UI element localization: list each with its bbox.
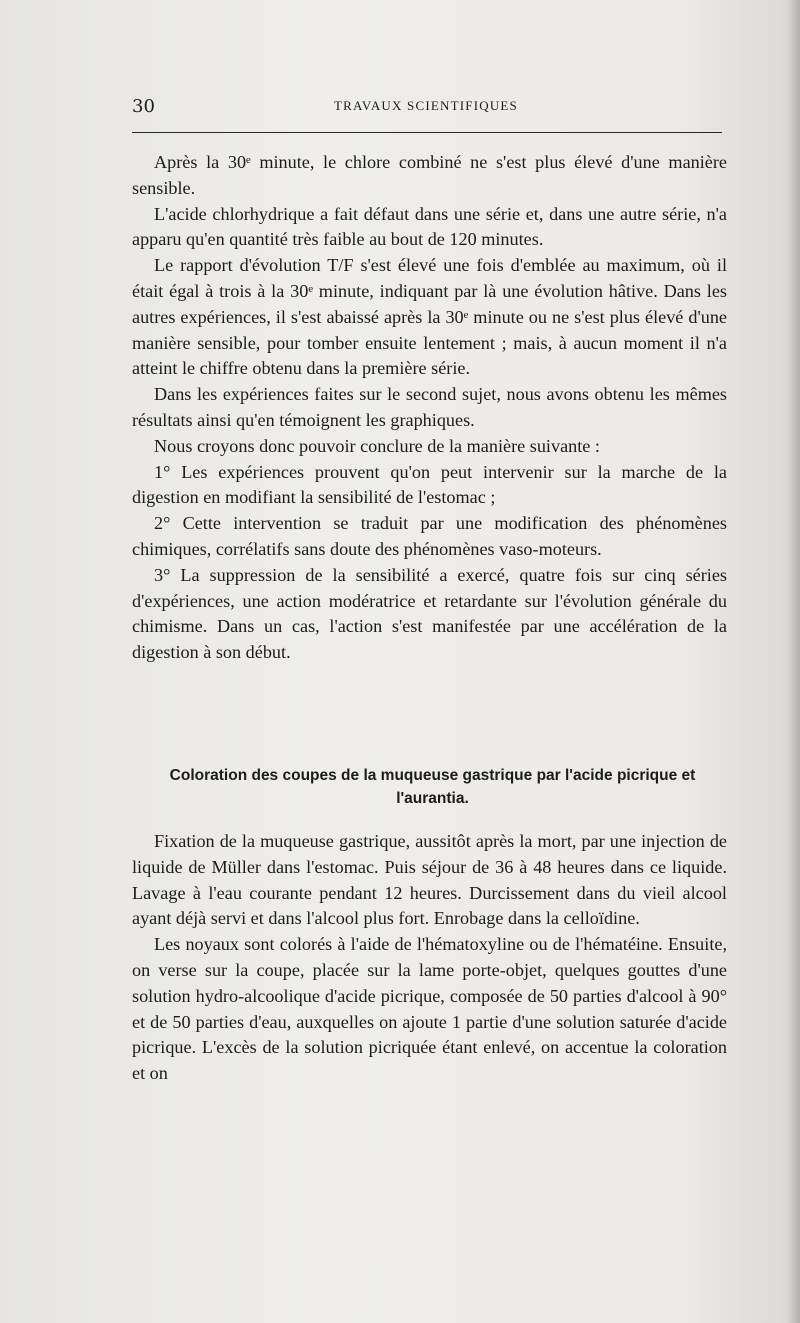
paragraph: Dans les expériences faites sur le second sujet, nous avons obtenu les mêmes résultats ainsi qu'en témoignent les graphiques. xyxy=(132,384,727,430)
paragraph: Fixation de la muqueuse gastrique, aussitôt après la mort, par une injection de liquide de Müller dans l'estomac. Puis séjour de 36 à 48 heures dans ce liquide. Lavage à l'eau courante pendant 12 heures. Durcissement dans du vieil alcool ayant déjà servi et dans l'alcool plus fort. Enrobage dans la celloïdine. xyxy=(132,831,727,929)
section-heading: Coloration des coupes de la muqueuse gastrique par l'acide picrique et l'aurantia. xyxy=(169,767,696,807)
paragraph: L'acide chlorhydrique a fait défaut dans une série et, dans une autre série, n'a apparu qu'en quantité très faible au bout de 120 minutes. xyxy=(132,203,727,250)
paragraph: 3° La suppression de la sensibilité a exercé, quatre fois sur cinq séries d'expériences, une action modératrice et retardante sur l'évolution générale du chimisme. Dans un cas, l'action s'est manifestée par une accélération de la digestion à son début. xyxy=(132,564,727,663)
paragraph: 1° Les expériences prouvent qu'on peut intervenir sur la marche de la digestion en modifiant la sensibilité de l'estomac ; xyxy=(132,461,727,508)
header-rule xyxy=(132,132,722,133)
paragraph: 2° Cette intervention se traduit par une modification des phénomènes chimiques, corrélatifs sans doute des phénomènes vaso-moteurs. xyxy=(132,513,727,559)
body-text-top xyxy=(132,150,727,666)
paragraph: Nous croyons donc pouvoir conclure de la manière suivante : xyxy=(154,435,600,456)
paragraph: Après la 30ᵉ minute, le chlore combiné ne s'est plus élevé d'une manière sensible. xyxy=(132,152,727,198)
body-text-bottom xyxy=(132,829,727,1087)
paragraph: Les noyaux sont colorés à l'aide de l'hématoxyline ou de l'hématéine. Ensuite, on verse sur la coupe, placée sur la lame porte-objet, quelques gouttes d'une solution hydro-alcoolique d'acide picrique, composée de 50 parties d'alcool à 90° et de 50 parties d'eau, auxquelles on ajoute 1 partie d'une solution saturée d'acide picrique. L'excès de la solution picriquée étant enlevé, on accentue la coloration et on xyxy=(132,934,727,1084)
paragraph: Le rapport d'évolution T/F s'est élevé une fois d'emblée au maximum, où il était égal à trois à la 30ᵉ minute, indiquant par là une évolution hâtive. Dans les autres expériences, il s'est abaissé après la 30ᵉ minute ou ne s'est plus élevé d'une manière sensible, pour tomber ensuite lentement ; mais, à aucun moment il n'a atteint le chiffre obtenu dans la première série. xyxy=(132,255,727,379)
page-number: 30 xyxy=(132,96,155,117)
running-title: TRAVAUX SCIENTIFIQUES xyxy=(334,98,518,113)
page-edge-shadow xyxy=(786,0,800,1323)
page-header xyxy=(132,94,720,124)
